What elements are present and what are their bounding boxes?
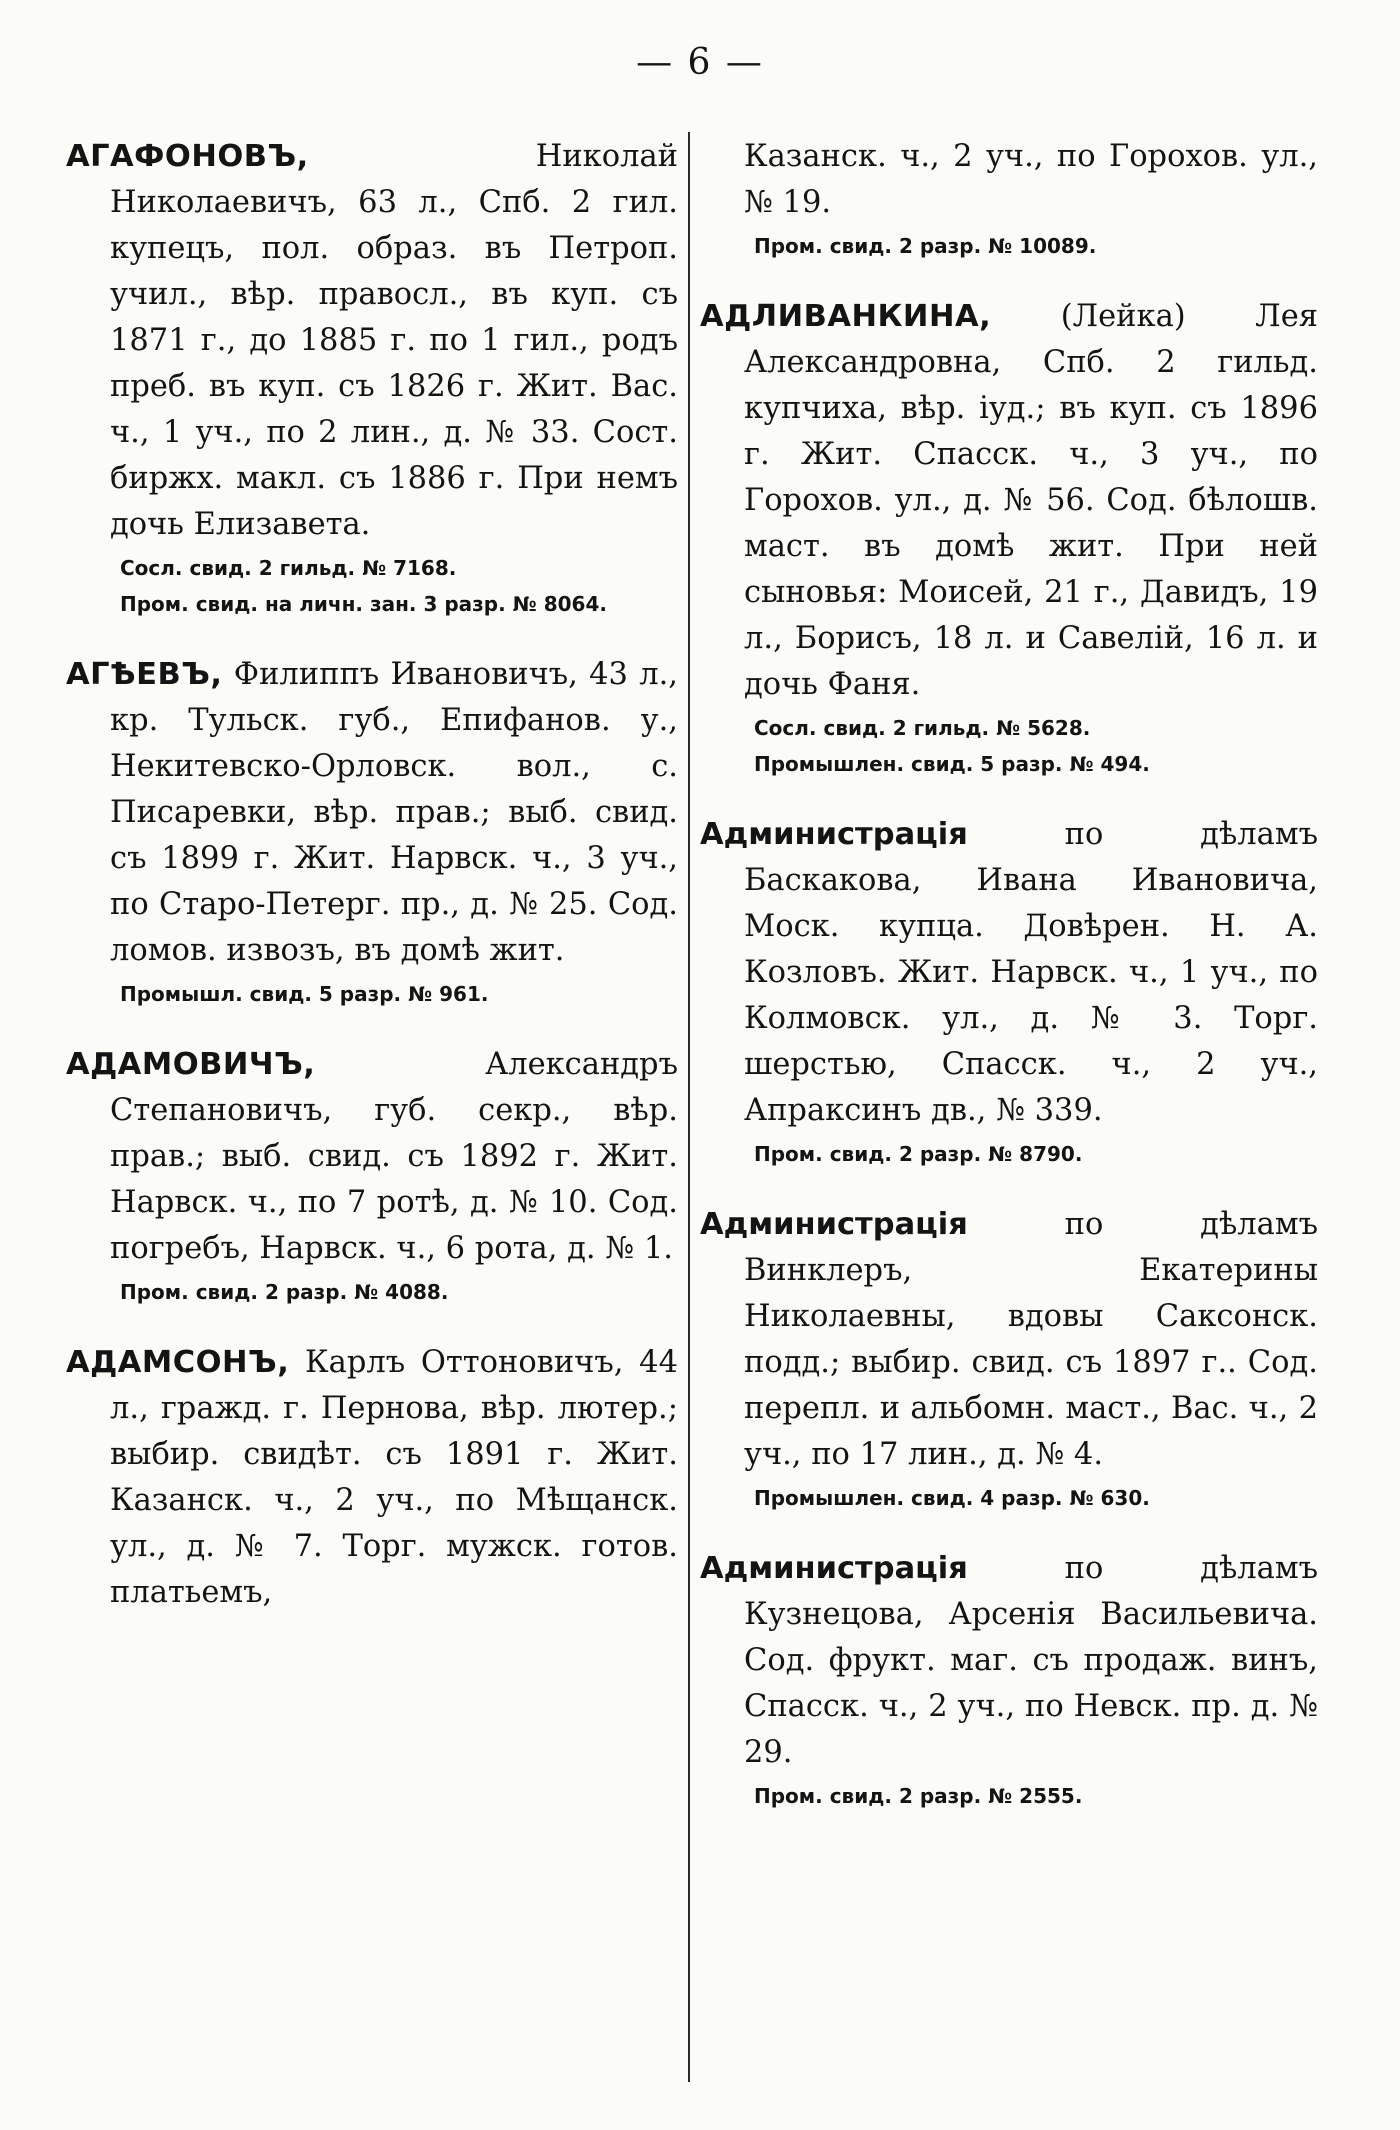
entry-text: по дѣламъ Винклеръ, Екатерины Николаевны, вдовы Саксонск. подд.; выбир. свид. съ 1897 г.. Сод. перепл. и альбомн. маст., Вас. ч., 2 уч., по 17 лин., д. № 4.: [744, 1207, 1318, 1472]
entry-adamson: [66, 1340, 678, 1616]
entry-body: [700, 294, 1318, 708]
entry-head: АДАМОВИЧЪ,: [66, 1047, 316, 1082]
entry-text: по дѣламъ Баскакова, Ивана Ивановича, Моск. купца. Довѣрен. Н. А. Козловъ. Жит. Нарвск. ч., 1 уч., по Колмовск. ул., д. № 3. Торг. шерстью, Спасск. ч., 2 уч., Апраксинъ дв., № 339.: [744, 817, 1318, 1128]
certificate-line: Сосл. свид. 2 гильд. № 7168.: [120, 556, 457, 580]
entry-text: Филиппъ Ивановичъ, 43 л., кр. Тульск. губ., Епифанов. у., Некитевско-Орловск. вол., с. Писаревки, вѣр. прав.; выб. свид. съ 1899 г. Жит. Нарвск. ч., 3 уч., по Старо-Петерг. пр., д. № 25. Сод. ломов. извозъ, въ домѣ жит.: [110, 657, 678, 968]
certificate-line: Промышлен. свид. 4 разр. № 630.: [754, 1486, 1150, 1510]
entry-administration-vinkler: [700, 1202, 1318, 1514]
page-number: — 6 —: [636, 42, 764, 83]
entry-text: по дѣламъ Кузнецова, Арсенiя Васильевича. Сод. фрукт. маг. съ продаж. винъ, Спасск. ч., 2 уч., по Невск. пр. д. № 29.: [744, 1551, 1318, 1770]
entry-head: АГАФОНОВЪ,: [66, 139, 309, 174]
entry-administration-baskakov: [700, 812, 1318, 1170]
entry-body: [66, 652, 678, 974]
certificate-line: Пром. свид. 2 разр. № 2555.: [754, 1784, 1083, 1808]
entry-continuation: Казанск. ч., 2 уч., по Горохов. ул., № 19.: [744, 139, 1318, 220]
entry-head: АДАМСОНЪ,: [66, 1345, 290, 1380]
entry-head: Администрацiя: [700, 1207, 968, 1242]
certificate-line: Промышл. свид. 5 разр. № 961.: [120, 982, 489, 1006]
entry-adamson-continued: [700, 134, 1318, 262]
certificate-line: Промышлен. свид. 5 разр. № 494.: [754, 752, 1150, 776]
entry-text: (Лейка) Лея Александровна, Спб. 2 гильд. купчиха, вѣр. iуд.; въ куп. съ 1896 г. Жит. Спасск. ч., 3 уч., по Горохов. ул., д. № 56. Сод. бѣлошв. маст. въ домѣ жит. При ней сыновья: Моисей, 21 г., Давидъ, 19 л., Борисъ, 18 л. и Савелiй, 16 л. и дочь Фаня.: [744, 299, 1318, 702]
left-column: [66, 134, 678, 1648]
entry-body: [66, 134, 678, 548]
certificate-line: Пром. свид. 2 разр. № 10089.: [754, 234, 1097, 258]
certificate-line: Пром. свид. 2 разр. № 4088.: [120, 1280, 449, 1304]
entry-body: [700, 1202, 1318, 1478]
entry-text: Александръ Степановичъ, губ. секр., вѣр. прав.; выб. свид. съ 1892 г. Жит. Нарвск. ч., по 7 ротѣ, д. № 10. Сод. погребъ, Нарвск. ч., 6 рота, д. № 1.: [110, 1047, 678, 1266]
entry-ageev: [66, 652, 678, 1010]
certificate-line: Сосл. свид. 2 гильд. № 5628.: [754, 716, 1091, 740]
entry-adamovich: [66, 1042, 678, 1308]
column-divider: [688, 132, 690, 2082]
entry-text: Николай Николаевичъ, 63 л., Спб. 2 гил. купецъ, пол. образ. въ Петроп. учил., вѣр. правосл., въ куп. съ 1871 г., до 1885 г. по 1 гил., родъ преб. въ куп. съ 1826 г. Жит. Вас. ч., 1 уч., по 2 лин., д. № 33. Сост. биржх. макл. съ 1886 г. При немъ дочь Елизавета.: [110, 139, 678, 542]
entry-body: [66, 1340, 678, 1616]
entry-adlivankina: [700, 294, 1318, 780]
right-column: [700, 134, 1318, 1844]
certificate-line: Пром. свид. 2 разр. № 8790.: [754, 1142, 1083, 1166]
entry-body: [700, 1546, 1318, 1776]
entry-agafonov: [66, 134, 678, 620]
entry-body: [66, 1042, 678, 1272]
entry-head: АГѢЕВЪ,: [66, 657, 223, 692]
entry-head: Администрацiя: [700, 817, 968, 852]
entry-body: [700, 812, 1318, 1134]
entry-head: Администрацiя: [700, 1551, 968, 1586]
entry-head: АДЛИВАНКИНА,: [700, 299, 992, 334]
entry-text: Карлъ Оттоновичъ, 44 л., гражд. г. Пернова, вѣр. лютер.; выбир. свидѣт. съ 1891 г. Жит. Казанск. ч., 2 уч., по Мѣщанск. ул., д. № 7. Торг. мужск. готов. платьемъ,: [110, 1345, 678, 1610]
certificate-line: Пром. свид. на личн. зан. 3 разр. № 8064.: [120, 592, 607, 616]
entry-administration-kuznetsov: [700, 1546, 1318, 1812]
